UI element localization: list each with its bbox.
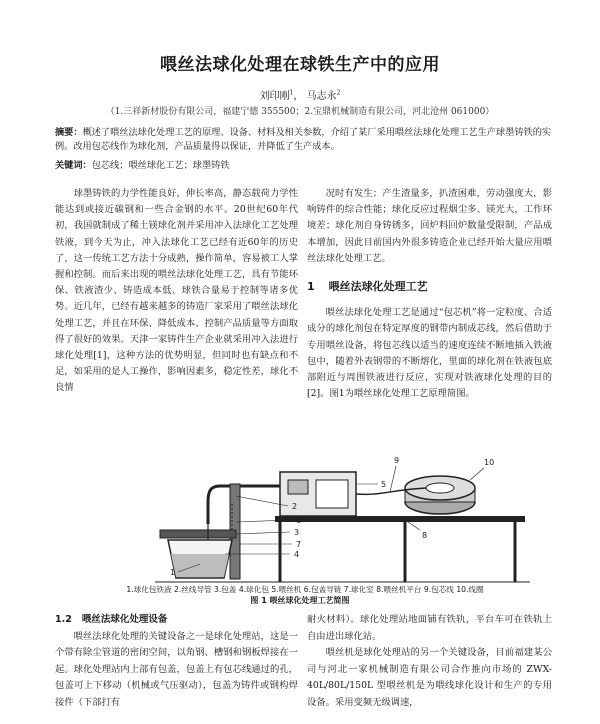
figure-legend: 1.球化包铁液 2.丝线导管 3.包盖 4.球化包 5.喂丝机 6.包盖导链 7.球化室 8.喂丝机平台 9.包芯线 10.线圈 bbox=[126, 585, 484, 594]
bottom-right-column bbox=[307, 612, 552, 712]
author-sup: 1 bbox=[289, 89, 294, 97]
section-title: 喂丝法球化处理工艺 bbox=[328, 280, 428, 294]
authors: 刘印刚$^1$， 马志永$^2$ bbox=[259, 89, 341, 102]
figure-label-5: 5 bbox=[381, 480, 387, 489]
section-paragraph: 喂丝法球化处理工艺是通过“包芯机”将一定粒度、合适成分的球化剂包在特定厚度的钢带内制成芯线，然后借助于专用喂丝设备，将包芯线以适当的速度连续不断地插入铁液包中，随着外表钢带的不断熔化，里面的球化剂在铁液包底部附近与周围铁液进行反应，实现对铁液球化处理的目的[2]。图1为喂丝球化处理工艺原理简图。 bbox=[307, 307, 552, 400]
paragraph-continuation: 耐火材料）。球化处理站地面铺有铁轨，平台车可在铁轨上自由进出球化站。 bbox=[307, 614, 552, 642]
figure-label-4: 4 bbox=[294, 550, 300, 559]
abstract bbox=[55, 126, 555, 154]
author-sup: 2 bbox=[336, 89, 341, 97]
figure-label-3: 3 bbox=[294, 528, 300, 537]
bottom-left-column bbox=[55, 612, 298, 712]
figure-label-7: 7 bbox=[296, 540, 302, 549]
figure-label-10: 10 bbox=[484, 458, 495, 467]
right-column bbox=[307, 186, 552, 402]
wire-guide-tube bbox=[208, 486, 280, 524]
subsection-heading bbox=[55, 612, 298, 629]
affiliation: （1.三祥新材股份有限公司，福建宁德 355500；2.宝鼎机械制造有限公司，河北沧州 061000） bbox=[105, 107, 495, 117]
figure-label-6: 6 bbox=[296, 516, 302, 525]
figure-label-1: 1 bbox=[170, 568, 176, 577]
section-number: 1 bbox=[307, 280, 315, 294]
figure-diagram bbox=[60, 444, 550, 584]
abstract-label: 摘要： bbox=[55, 127, 83, 138]
keywords-label: 关键词： bbox=[55, 160, 92, 171]
page-title: 喂丝法球化处理在球铁生产中的应用 bbox=[160, 55, 440, 75]
section-heading bbox=[307, 279, 552, 295]
subsection-paragraph: 喂丝法球化处理的关键设备之一是球化处理站，这是一个带有除尘管道的密闭空间，以角钢、槽钢和钢板焊接在一起。球化处理站内上部有包盖，包盖上有包芯线通过的孔，包盖可上下移动（机械或气压驱动），包盖为铸件或钢构焊接件（下部打有 bbox=[55, 630, 298, 708]
keywords-text: 包芯线；喂丝球化工艺；球墨铸铁 bbox=[91, 160, 230, 171]
figure-label-8: 8 bbox=[422, 531, 428, 540]
subsection-title: 喂丝法球化处理设备 bbox=[81, 614, 168, 625]
subsection-number: 1.2 bbox=[55, 614, 72, 625]
ladle-cover bbox=[160, 530, 236, 538]
intro-continuation: 况时有发生；产生渣量多，扒渣困难，劳动强度大，影响铸件的综合性能；球化反应过程烟尘多、镁光大，工作环境差；球化剂自身铸锈多，回炉料回炉数量受限制，产品成本增加，因此目前国内外很多铸造企业已经开始大量应用喂丝法球化处理工艺。 bbox=[307, 188, 552, 264]
figure-label-2: 2 bbox=[292, 502, 298, 511]
intro-paragraph: 球墨铸铁的力学性能良好，伸长率高，静态载荷力学性能达到或接近碳钢和一些合金钢的水平。20世纪60年代初，我国就制成了稀土镁球化剂并采用冲入法球化工艺处理铁液，到今天为止，冲入法球化工艺已经有近60年的历史了，这一传统工艺方法十分成熟，操作简单，容易被工人掌握和控制。而后来出现的喂丝法球化处理工艺，具有节能环保、铁液渣少、铸造成本低、球铁合量易于控制等诸多优势。近几年，已经有越来越多的铸造厂家采用了喂丝法球化处理工艺，并且在环保、降低成本、控制产品质量等方面取得了很好的效果。天津一家铸件生产企业就采用冲入法进行球化处理[1]，这种方法的优势明显，但同时也有缺点和不足，如采用的是人工操作，影响因素多，稳定性差，球化不良情 bbox=[55, 188, 298, 394]
feeder-paragraph: 喂丝机是球化处理站的另一个关键设备，目前福建某公司与河北一家机械制造有限公司合作推向市场的 ZWX-40L/80L/150L 型喂丝机是为喂线球化设计和生产的专用设备。采用变频无级调速， bbox=[307, 647, 552, 708]
abstract-text: 概述了喂丝法球化处理工艺的原理、设备、材料及相关参数，介绍了某厂采用喂丝法球化处理工艺生产球墨铸铁的实例。改用包芯线作为球化剂，产品质量得以保证，并降低了生产成本。 bbox=[55, 127, 552, 152]
figure-label-9: 9 bbox=[394, 456, 400, 465]
author-name: 刘印刚 bbox=[259, 91, 290, 102]
author-name: 马志永 bbox=[306, 91, 337, 102]
figure-caption: 图 1 喂丝球化处理工艺简图 bbox=[250, 596, 350, 605]
left-column bbox=[55, 186, 298, 397]
keywords bbox=[55, 157, 555, 171]
feeder-platform bbox=[275, 516, 525, 522]
molten-iron bbox=[171, 554, 229, 577]
